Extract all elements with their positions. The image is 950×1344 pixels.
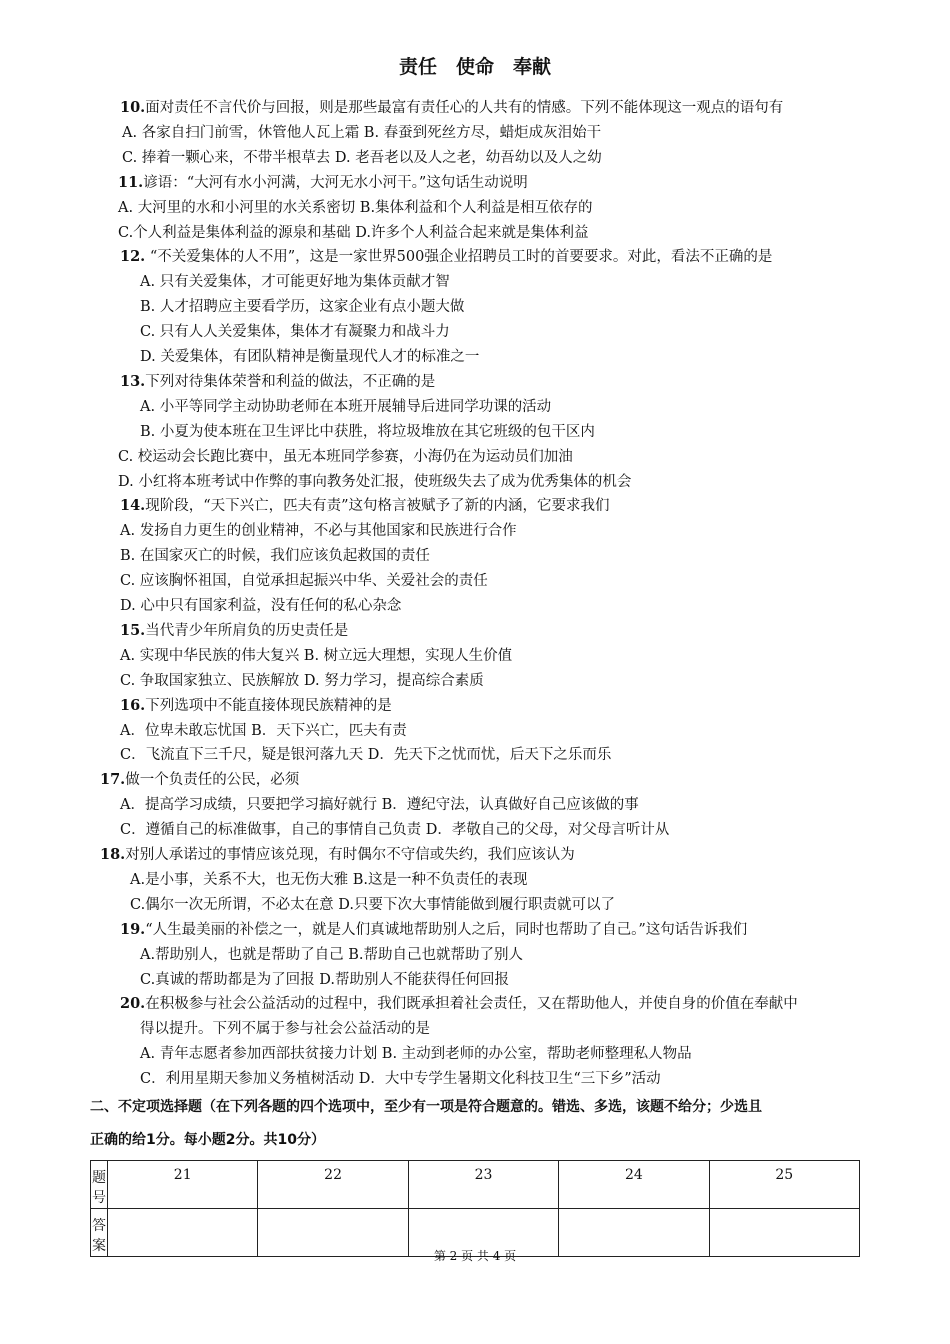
line-text: B. 在国家灭亡的时候，我们应该负起救国的责任 xyxy=(120,548,430,565)
option-line xyxy=(120,795,639,815)
line-text: 下列选项中不能直接体现民族精神的是 xyxy=(145,697,392,714)
question-number-label: 题号 xyxy=(91,1161,108,1209)
line-text: A. 发扬自力更生的创业精神，不必与其他国家和民族进行合作 xyxy=(120,523,517,540)
line-text: 对别人承诺过的事情应该兑现，有时偶尔不守信或失约，我们应该认为 xyxy=(125,847,575,863)
line-text: A. 只有关爱集体，才可能更好地为集体贡献才智 xyxy=(140,274,450,291)
line-text: 现阶段，“天下兴亡，匹夫有责”这句格言被赋予了新的内涵，它要求我们 xyxy=(145,498,610,515)
question-line xyxy=(120,621,348,641)
option-line xyxy=(140,422,595,442)
line-text: 当代青少年所肩负的历史责任是 xyxy=(145,622,349,639)
option-line xyxy=(140,945,523,965)
line-text: C．遵循自己的标准做事，自己的事情自己负责 D．孝敬自己的父母，对父母言听计从 xyxy=(120,822,670,839)
option-line xyxy=(122,123,601,143)
line-text: A. 大河里的水和小河里的水关系密切 B.集体利益和个人利益是相互依存的 xyxy=(118,199,593,216)
question-line xyxy=(118,173,528,193)
option-line xyxy=(120,820,669,840)
answer-label: 答案 xyxy=(91,1209,108,1257)
question-line xyxy=(120,372,435,392)
option-line xyxy=(120,546,430,566)
question-number-cell: 21 xyxy=(108,1161,258,1209)
option-line xyxy=(140,970,509,990)
option-line xyxy=(120,596,401,616)
line-text: 谚语：“大河有水小河满，大河无水小河干。”这句话生动说明 xyxy=(143,174,528,191)
line-text: B. 小夏为使本班在卫生评比中获胜，将垃圾堆放在其它班级的包干区内 xyxy=(140,423,595,440)
line-text: C. 捧着一颗心来，不带半根草去 D. 老吾老以及人之老，幼吾幼以及人之幼 xyxy=(122,149,602,166)
option-line xyxy=(120,571,488,591)
line-text: “人生最美丽的补偿之一，就是人们真诚地帮助别人之后，同时也帮助了自己。”这句话告诉我们 xyxy=(145,921,748,938)
question-number: 20. xyxy=(120,995,146,1013)
option-line xyxy=(140,397,551,417)
question-line xyxy=(120,920,747,940)
question-line xyxy=(120,994,798,1014)
line-text: A. 小平等同学主动协助老师在本班开展辅导后进同学功课的活动 xyxy=(140,398,552,415)
option-line xyxy=(122,148,602,168)
question-number-cell: 24 xyxy=(559,1161,709,1209)
question-number-cell: 25 xyxy=(709,1161,859,1209)
question-line xyxy=(120,696,392,716)
option-line xyxy=(140,322,450,342)
line-text: B. 人才招聘应主要看学历，这家企业有点小题大做 xyxy=(140,299,465,316)
question-number: 14. xyxy=(120,497,146,515)
page-footer: 第 2 页 共 4 页 xyxy=(433,1249,517,1263)
line-text: C.真诚的帮助都是为了回报 D.帮助别人不能获得任何回报 xyxy=(140,971,510,988)
question-line xyxy=(100,770,299,790)
question-line xyxy=(120,98,783,118)
answer-table xyxy=(90,1160,860,1257)
question-number: 16. xyxy=(120,696,146,714)
line-text: “不关爱集体的人不用”，这是一家世界500强企业招聘员工时的首要要求。对此，看法不正确的是 xyxy=(145,249,773,266)
option-line xyxy=(140,272,450,292)
option-line xyxy=(120,721,407,741)
section-heading-line1: 二、不定项选择题（在下列各题的四个选项中，至少有一项是符合题意的。错选、多选，该题不给分；少选且 xyxy=(90,1099,762,1115)
question-line xyxy=(120,496,610,516)
option-line xyxy=(118,472,631,492)
line-text: C．飞流直下三千尺，疑是银河落九天 D．先天下之忧而忧，后天下之乐而乐 xyxy=(120,747,612,764)
line-text: A.是小事，关系不大，也无伤大雅 B.这是一种不负责任的表现 xyxy=(130,871,528,888)
line-text: C. 应该胸怀祖国，自觉承担起振兴中华、关爱社会的责任 xyxy=(120,573,488,590)
line-text: D. 心中只有国家利益，没有任何的私心杂念 xyxy=(120,598,402,614)
question-number: 19. xyxy=(120,920,146,938)
question-number: 15. xyxy=(120,621,146,639)
question-number: 10. xyxy=(120,99,146,116)
line-text: A．位卑未敢忘忧国 B．天下兴亡，匹夫有责 xyxy=(120,722,407,739)
line-text: A. 各家自扫门前雪，休管他人瓦上霜 B. 春蚕到死丝方尽，蜡炬成灰泪始干 xyxy=(122,124,602,141)
option-line xyxy=(120,521,517,541)
page-title: 责任 使命 奉献 xyxy=(398,56,551,78)
question-number: 13. xyxy=(120,372,146,390)
line-text: 做一个负责任的公民，必须 xyxy=(125,772,300,789)
option-line xyxy=(140,297,464,317)
option-line xyxy=(120,745,611,765)
line-text: C.个人利益是集体利益的源泉和基础 D.许多个人利益合起来就是集体利益 xyxy=(118,224,589,241)
line-text: C.偶尔一次无所谓，不必太在意 D.只要下次大事情能做到履行职责就可以了 xyxy=(130,896,616,913)
question-number: 17. xyxy=(100,771,126,789)
option-line xyxy=(118,198,593,218)
line-text: A. 青年志愿者参加西部扶贫接力计划 B. 主动到老师的办公室，帮助老师整理私人物品 xyxy=(140,1046,692,1063)
option-line xyxy=(120,671,484,691)
option-line xyxy=(140,1069,661,1089)
line-text: A.帮助别人，也就是帮助了自己 B.帮助自己也就帮助了别人 xyxy=(140,946,523,963)
question-number: 12. xyxy=(120,248,146,266)
line-text: 在积极参与社会公益活动的过程中，我们既承担着社会责任，又在帮助他人，并使自身的价值在奉献中 xyxy=(145,996,798,1013)
option-line xyxy=(140,347,479,367)
line-text: 下列对待集体荣誉和利益的做法，不正确的是 xyxy=(145,373,436,390)
line-text: C. 只有人人关爱集体，集体才有凝聚力和战斗力 xyxy=(140,324,450,341)
answer-table-header-row xyxy=(91,1161,860,1209)
option-line xyxy=(120,646,512,666)
question-number-cell: 23 xyxy=(408,1161,558,1209)
option-line xyxy=(130,870,527,890)
question-number: 18. xyxy=(100,846,126,863)
line-text: C．利用星期天参加义务植树活动 D．大中专学生暑期文化科技卫生“三下乡”活动 xyxy=(140,1071,661,1088)
option-line xyxy=(118,447,573,467)
question-line xyxy=(100,845,575,865)
line-text: D. 小红将本班考试中作弊的事向教务处汇报，使班级失去了成为优秀集体的机会 xyxy=(118,473,632,490)
line-text: D. 关爱集体，有团队精神是衡量现代人才的标准之一 xyxy=(140,349,480,365)
question-line xyxy=(120,247,772,267)
question-number: 11. xyxy=(118,173,144,191)
line-text: A．提高学习成绩，只要把学习搞好就行 B．遵纪守法，认真做好自己应该做的事 xyxy=(120,797,639,814)
option-line xyxy=(130,895,615,915)
line-text: A. 实现中华民族的伟大复兴 B. 树立远大理想，实现人生价值 xyxy=(120,647,513,664)
option-line xyxy=(140,1044,692,1064)
question-number-cell: 22 xyxy=(258,1161,408,1209)
option-line xyxy=(140,1019,430,1039)
line-text: 面对责任不言代价与回报，则是那些最富有责任心的人共有的情感。下列不能体现这一观点的语句有 xyxy=(145,100,784,116)
section-heading-line2: 正确的给1分。每小题2分。共10分） xyxy=(90,1132,325,1148)
line-text: 得以提升。下列不属于参与社会公益活动的是 xyxy=(140,1021,430,1038)
line-text: C. 争取国家独立、民族解放 D. 努力学习，提高综合素质 xyxy=(120,672,484,689)
line-text: C. 校运动会长跑比赛中，虽无本班同学参赛，小海仍在为运动员们加油 xyxy=(118,448,573,465)
option-line xyxy=(118,223,589,243)
